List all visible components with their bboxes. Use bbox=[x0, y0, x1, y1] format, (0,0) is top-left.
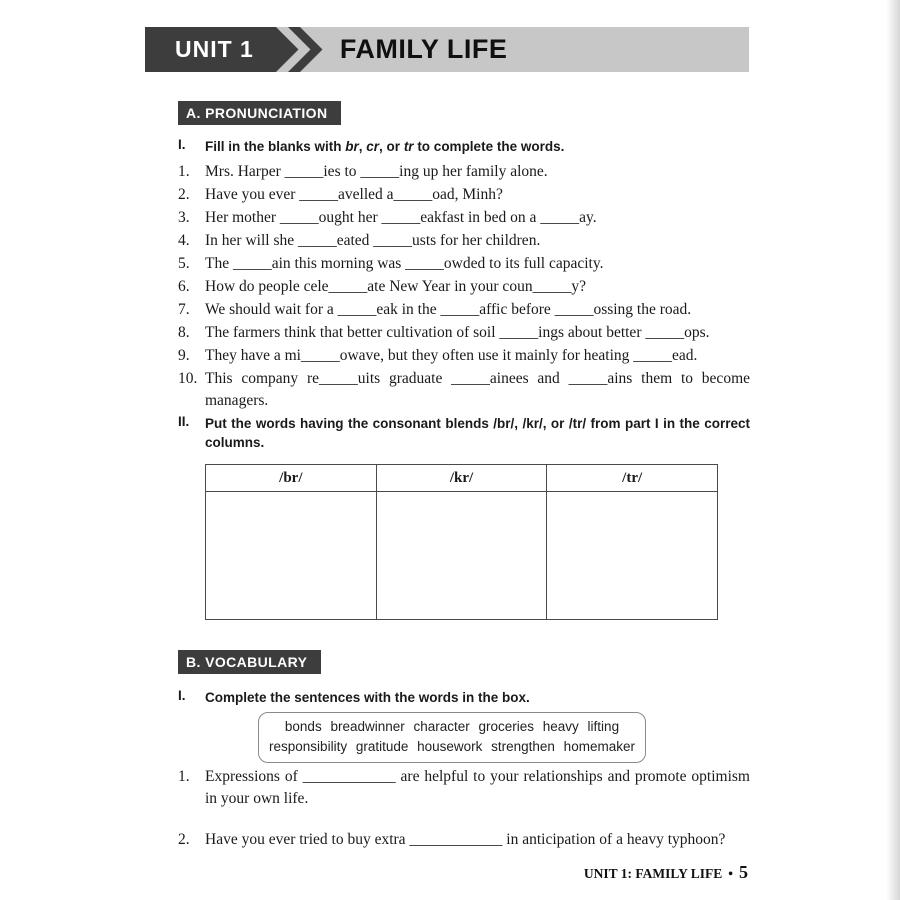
table-column-header: /tr/ bbox=[622, 469, 643, 486]
item-number: 9. bbox=[178, 347, 190, 364]
item-text: They have a mi_____owave, but they often use it mainly for heating _____ead. bbox=[205, 347, 698, 364]
footer-bullet: • bbox=[728, 866, 733, 881]
part-numeral: II. bbox=[178, 414, 190, 429]
item-text: Have you ever tried to buy extra ____________ in anticipation of a heavy typhoon? bbox=[205, 831, 726, 848]
table-header-row bbox=[206, 465, 717, 492]
table-empty-cell bbox=[547, 492, 717, 619]
item-text: This company re_____uits graduate _____ainees and _____ains them to become managers. bbox=[205, 370, 750, 409]
sentence-item bbox=[178, 368, 750, 412]
instruction-segment: tr bbox=[403, 139, 414, 154]
table-column-header: /br/ bbox=[206, 465, 377, 491]
item-number: 2. bbox=[178, 831, 190, 848]
unit-label: UNIT 1 bbox=[145, 27, 264, 72]
scan-shadow bbox=[886, 0, 900, 900]
vocabulary-word-box bbox=[258, 712, 646, 763]
instruction-segment: cr bbox=[366, 139, 380, 154]
sentence-item bbox=[178, 322, 750, 344]
unit-title: FAMILY LIFE bbox=[339, 34, 508, 64]
vocabulary-instruction bbox=[178, 688, 750, 707]
item-number: 10. bbox=[178, 370, 198, 387]
word-box-line: bonds breadwinner character groceries heavy lifting bbox=[284, 719, 620, 734]
sentence-item bbox=[178, 161, 750, 183]
part-numeral: I. bbox=[178, 688, 186, 703]
table-body-row bbox=[206, 492, 717, 619]
item-number: 1. bbox=[178, 163, 190, 180]
sentence-item bbox=[178, 253, 750, 275]
unit-banner bbox=[145, 27, 749, 72]
item-number: 8. bbox=[178, 324, 190, 341]
item-text: In her will she _____eated _____usts for her children. bbox=[205, 232, 541, 249]
page-number: 5 bbox=[739, 862, 748, 882]
vocabulary-instruction-text: Complete the sentences with the words in the box. bbox=[205, 690, 530, 705]
part2-instruction-text: Put the words having the consonant blends /br/, /kr/, or /tr/ from part I in the correct columns. bbox=[205, 416, 750, 450]
item-number: 3. bbox=[178, 209, 190, 226]
sentence-item bbox=[178, 766, 750, 810]
instruction-segment: , or bbox=[379, 139, 404, 154]
sentence-item bbox=[178, 276, 750, 298]
item-text: Have you ever _____avelled a_____oad, Minh? bbox=[205, 186, 503, 203]
sentence-item bbox=[178, 829, 750, 851]
chevron-arrow-icon bbox=[264, 27, 324, 72]
section-a-heading: A. PRONUNCIATION bbox=[178, 101, 341, 125]
instruction-segment: Fill in the blanks with bbox=[205, 139, 346, 154]
sentence-item bbox=[178, 299, 750, 321]
vocabulary-item-list bbox=[178, 766, 750, 870]
word-box-line: responsibility gratitude housework strengthen homemaker bbox=[269, 739, 635, 754]
part-numeral: I. bbox=[178, 137, 186, 152]
item-text: How do people cele_____ate New Year in your coun_____y? bbox=[205, 278, 586, 295]
item-text: The _____ain this morning was _____owded to its full capacity. bbox=[205, 255, 604, 272]
item-text: We should wait for a _____eak in the _____affic before _____ossing the road. bbox=[205, 301, 692, 318]
item-text: The farmers think that better cultivation of soil _____ings about better _____ops. bbox=[205, 324, 710, 341]
item-text: Expressions of ____________ are helpful to your relationships and promote optimism in your own life. bbox=[205, 768, 750, 807]
footer-unit-text: UNIT 1: FAMILY LIFE bbox=[583, 866, 723, 881]
sentence-item bbox=[178, 345, 750, 367]
instruction-segment: to complete the words. bbox=[413, 139, 565, 154]
item-number: 1. bbox=[178, 768, 190, 785]
pronunciation-item-list bbox=[178, 161, 750, 413]
item-text: Mrs. Harper _____ies to _____ing up her family alone. bbox=[205, 163, 548, 180]
pronunciation-part1-instruction bbox=[178, 137, 750, 156]
sentence-item bbox=[178, 207, 750, 229]
item-number: 6. bbox=[178, 278, 190, 295]
sentence-item bbox=[178, 230, 750, 252]
item-number: 2. bbox=[178, 186, 190, 203]
item-text: Her mother _____ought her _____eakfast in bed on a _____ay. bbox=[205, 209, 597, 226]
instruction-segment: br bbox=[345, 139, 359, 154]
page-footer bbox=[584, 862, 748, 883]
item-number: 7. bbox=[178, 301, 190, 318]
pronunciation-part2-instruction bbox=[178, 414, 750, 452]
table-empty-cell bbox=[377, 492, 548, 619]
consonant-blends-table bbox=[205, 464, 718, 620]
table-column-header: /kr/ bbox=[377, 465, 548, 491]
instruction-segment: , bbox=[358, 139, 367, 154]
table-empty-cell bbox=[206, 492, 377, 619]
item-number: 5. bbox=[178, 255, 190, 272]
section-b-heading: B. VOCABULARY bbox=[178, 650, 321, 674]
item-number: 4. bbox=[178, 232, 190, 249]
pronunciation-instruction-text bbox=[205, 137, 750, 156]
sentence-item bbox=[178, 184, 750, 206]
